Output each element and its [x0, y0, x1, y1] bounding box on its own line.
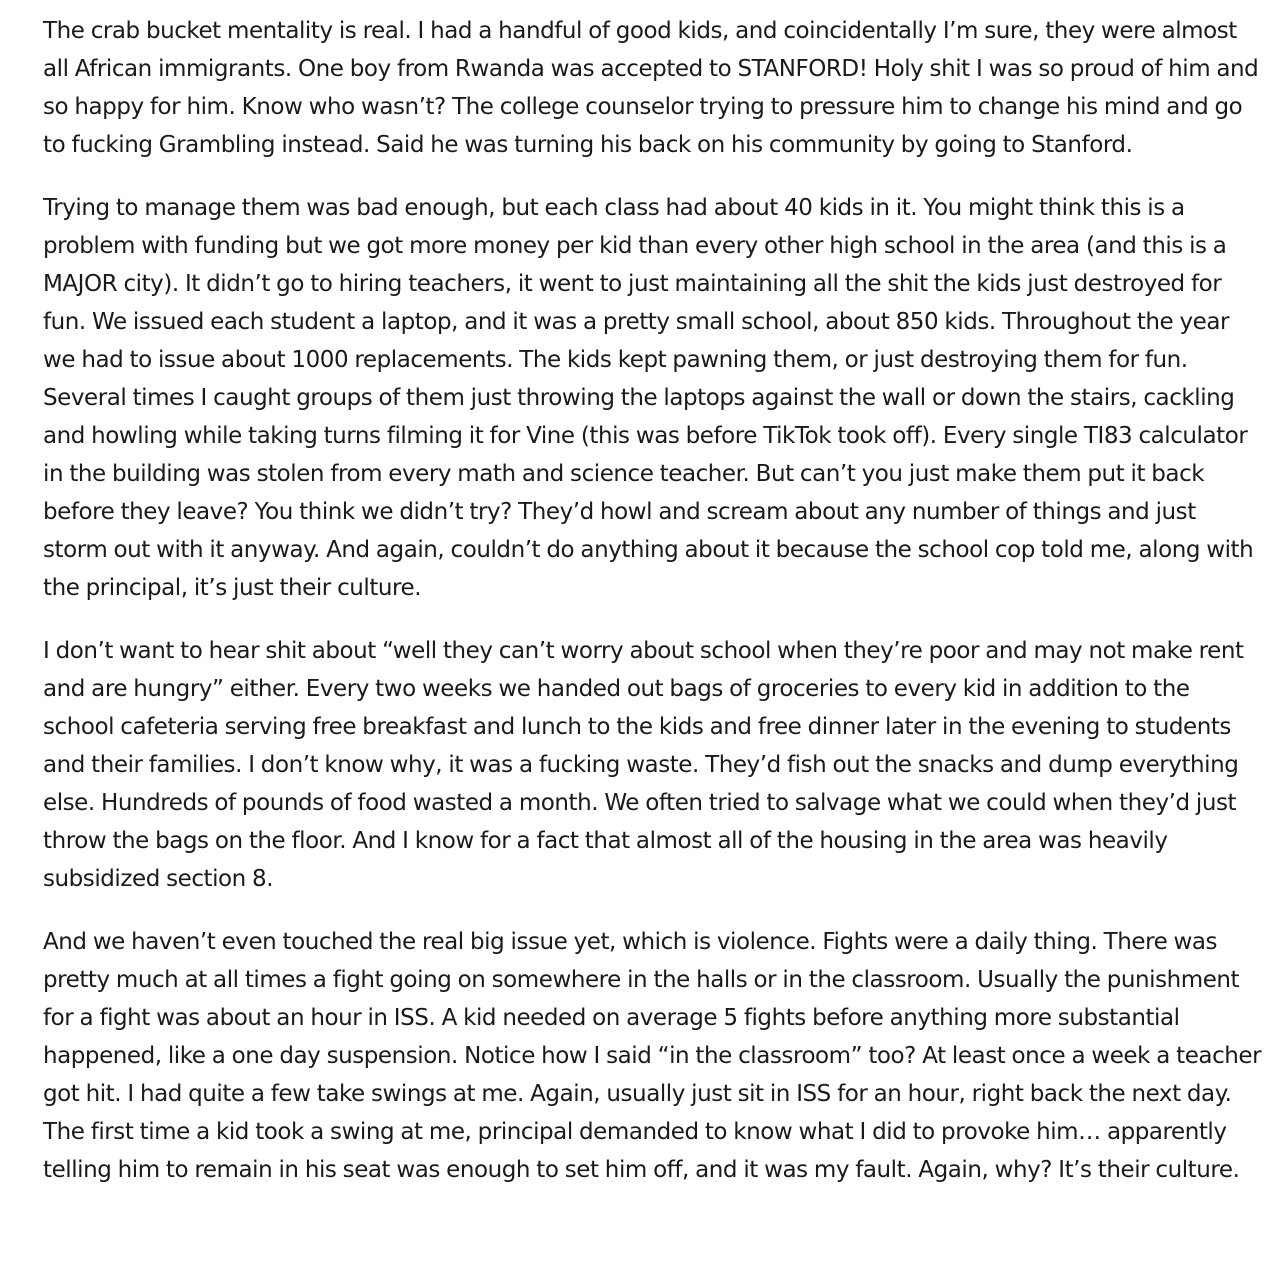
paragraph-3: I don’t want to hear shit about “well they can’t worry about school when they’re poor and may not make rent and are hungry” either. Every two weeks we handed out bags of groceries to every kid in addition to the school cafeteria serving free breakfast and lunch to the kids and free dinner later in the evening to students and their families. I don’t know why, it was a fucking waste. They’d fish out the snacks and dump everything else. Hundreds of pounds of food wasted a month. We often tried to salvage what we could when they’d just throw the bags on the floor. And I know for a fact that almost all of the housing in the area was heavily subsidized section 8. [43, 638, 1244, 892]
paragraph-2: Trying to manage them was bad enough, but each class had about 40 kids in it. You might think this is a problem with funding but we got more money per kid than every other high school in the area (and this is a MAJOR city). It didn’t go to hiring teachers, it went to just maintaining all the shit the kids just destroyed for fun. We issued each student a laptop, and it was a pretty small school, about 850 kids. Throughout the year we had to issue about 1000 replacements. The kids kept pawning them, or just destroying them for fun. Several times I caught groups of them just throwing the laptops against the wall or down the stairs, cackling and howling while taking turns filming it for Vine (this was before TikTok took off). Every single TI83 calculator in the building was stolen from every math and science teacher. But can’t you just make them put it back before they leave? You think we didn’t try? They’d howl and scream about any number of things and just storm out with it anyway. And again, couldn’t do anything about it because the school cop told me, along with the principal, it’s just their culture. [43, 195, 1254, 601]
paragraph-4: And we haven’t even touched the real big issue yet, which is violence. Fights were a daily thing. There was pretty much at all times a fight going on somewhere in the halls or in the classroom. Usually the punishment for a fight was about an hour in ISS. A kid needed on average 5 fights before anything more substantial happened, like a one day suspension. Notice how I said “in the classroom” too? At least once a week a teacher got hit. I had quite a few take swings at me. Again, usually just sit in ISS for an hour, right back the next day. The first time a kid took a swing at me, principal demanded to know what I did to provoke him… apparently telling him to remain in his seat was enough to set him off, and it was my fault. Again, why? It’s their culture. [43, 929, 1262, 1183]
paragraph-1: The crab bucket mentality is real. I had a handful of good kids, and coincidentally I’m sure, they were almost all African immigrants. One boy from Rwanda was accepted to STANFORD! Holy shit I was so proud of him and so happy for him. Know who wasn’t? The college counselor trying to pressure him to change his mind and go to fucking Grambling instead. Said he was turning his back on his community by going to Stanford. [43, 18, 1259, 158]
post-body [43, 12, 1263, 1214]
